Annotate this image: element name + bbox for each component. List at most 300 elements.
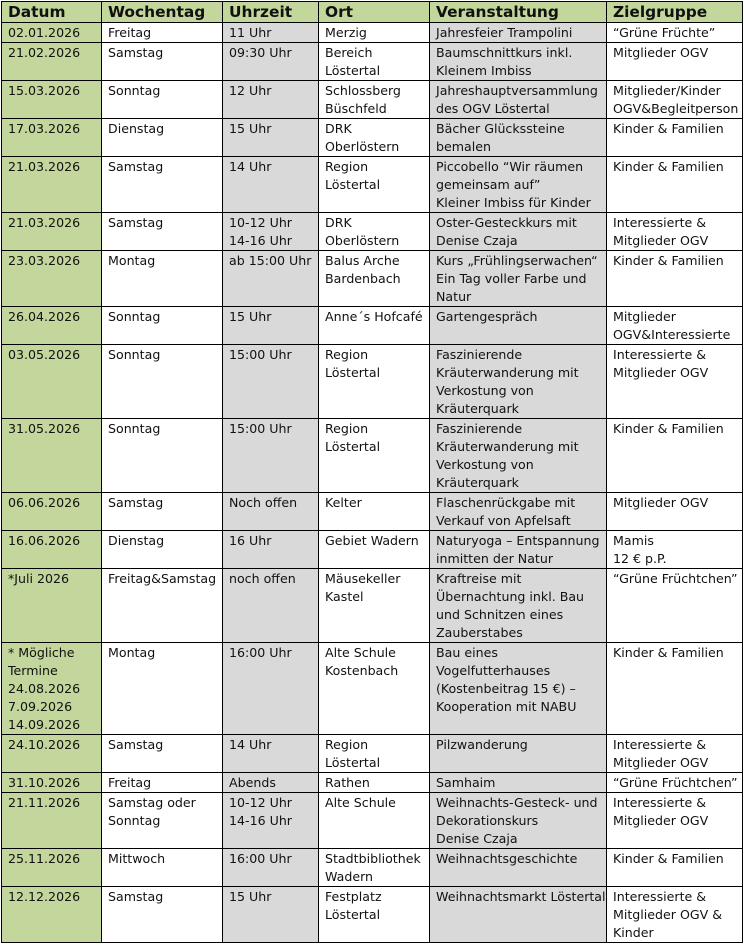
cell-line: Kinder & Familien [613,253,724,268]
table-row [2,793,743,849]
cell-line: Naturyoga – Entspannung [436,533,600,548]
zielgruppe-cell [607,569,743,643]
cell-line: Verkauf von Apfelsaft [436,513,571,528]
cell-line: Abends [229,775,276,790]
cell-line: 26.04.2026 [8,309,81,324]
cell-line: Kooperation mit NABU [436,699,577,714]
cell-line: Büschfeld [325,101,387,116]
cell-line: Kastel [325,589,364,604]
cell-line: Kinder & Familien [613,851,724,866]
zielgruppe-cell [607,251,743,307]
uhrzeit-cell [223,643,319,735]
wochentag-cell [102,419,223,493]
uhrzeit-cell [223,43,319,81]
table-row [2,493,743,531]
veranstaltung-cell [430,251,607,307]
uhrzeit-cell [223,213,319,251]
cell-line: 10-12 Uhr [229,215,292,230]
cell-line: Alte Schule [325,795,396,810]
cell-line: Region [325,159,369,174]
cell-line: Rathen [325,775,370,790]
datum-cell [2,251,102,307]
cell-line: Mitglieder OGV & [613,907,723,922]
cell-line: Gebiet Wadern [325,533,419,548]
wochentag-cell [102,251,223,307]
cell-line: Freitag&Samstag [108,571,217,586]
datum-cell [2,157,102,213]
table-row [2,735,743,773]
cell-line: Faszinierende [436,347,523,362]
cell-line: Mitglieder OGV [613,233,709,248]
zielgruppe-cell [607,735,743,773]
table-row [2,307,743,345]
cell-line: Oster-Gesteckkurs mit [436,215,577,230]
wochentag-cell [102,643,223,735]
datum-cell [2,213,102,251]
uhrzeit-cell [223,419,319,493]
cell-line: Kleiner Imbiss für Kinder [436,195,591,210]
wochentag-cell [102,119,223,157]
cell-line: Freitag [108,775,152,790]
ort-cell [319,493,430,531]
veranstaltung-cell [430,119,607,157]
datum-cell [2,773,102,793]
veranstaltung-cell [430,793,607,849]
cell-line: Dienstag [108,533,165,548]
cell-line: OGV&Interessierte [613,327,731,342]
cell-line: Mitglieder [613,309,676,324]
cell-line: 17.03.2026 [8,121,81,136]
datum-cell [2,23,102,43]
cell-line: 15:00 Uhr [229,421,292,436]
table-body [2,23,743,943]
datum-cell [2,531,102,569]
cell-line: Löstertal [325,365,381,380]
cell-line: Denise Czaja [436,233,518,248]
veranstaltung-cell [430,213,607,251]
cell-line: Zauberstabes [436,625,523,640]
table-row [2,119,743,157]
uhrzeit-cell [223,23,319,43]
cell-line: 06.06.2026 [8,495,81,510]
cell-line: Samstag [108,495,164,510]
cell-line: Schlossberg [325,83,401,98]
cell-line: Jahreshauptversammlung [436,83,598,98]
wochentag-cell [102,345,223,419]
ort-cell [319,213,430,251]
veranstaltung-cell [430,643,607,735]
cell-line: bemalen [436,139,491,154]
cell-line: Piccobello “Wir räumen [436,159,584,174]
cell-line: Kraftreise mit [436,571,522,586]
cell-line: Mitglieder/Kinder [613,83,721,98]
cell-line: 15.03.2026 [8,83,81,98]
cell-line: Interessierte & [613,795,707,810]
veranstaltung-cell [430,531,607,569]
header-datum: Datum [2,2,102,23]
datum-cell [2,119,102,157]
cell-line: 14 Uhr [229,737,272,752]
datum-cell [2,345,102,419]
cell-line: Interessierte & [613,889,707,904]
veranstaltung-cell [430,735,607,773]
zielgruppe-cell [607,345,743,419]
cell-line: 24.08.2026 [8,681,81,696]
table-row [2,887,743,943]
ort-cell [319,157,430,213]
wochentag-cell [102,531,223,569]
table-header [2,2,743,23]
ort-cell [319,569,430,643]
cell-line: Region [325,421,369,436]
table-row [2,643,743,735]
cell-line: Alte Schule [325,645,396,660]
cell-line: Kinder & Familien [613,421,724,436]
table-row [2,569,743,643]
cell-line: “Grüne Früchtchen” [613,775,738,790]
wochentag-cell [102,307,223,345]
cell-line: Kräuterquark [436,475,519,490]
uhrzeit-cell [223,157,319,213]
uhrzeit-cell [223,493,319,531]
wochentag-cell [102,43,223,81]
cell-line: 16:00 Uhr [229,645,292,660]
cell-line: Mamis [613,533,654,548]
cell-line: Löstertal [325,755,381,770]
cell-line: Oberlöstern [325,233,400,248]
uhrzeit-cell [223,251,319,307]
cell-line: Festplatz [325,889,382,904]
uhrzeit-cell [223,119,319,157]
cell-line: Mitglieder OGV [613,813,709,828]
cell-line: Sonntag [108,421,161,436]
cell-line: Löstertal [325,63,381,78]
cell-line: Mäusekeller [325,571,401,586]
cell-line: DRK [325,215,352,230]
cell-line: 02.01.2026 [8,25,81,40]
datum-cell [2,419,102,493]
cell-line: Mitglieder OGV [613,365,709,380]
cell-line: Samhaim [436,775,496,790]
cell-line: Region [325,737,369,752]
cell-line: Bardenbach [325,271,401,286]
cell-line: 10-12 Uhr [229,795,292,810]
zielgruppe-cell [607,887,743,943]
cell-line: 11 Uhr [229,25,272,40]
cell-line: 7.09.2026 [8,699,73,714]
table-row [2,157,743,213]
zielgruppe-cell [607,419,743,493]
cell-line: Pilzwanderung [436,737,528,752]
zielgruppe-cell [607,493,743,531]
table-row [2,531,743,569]
wochentag-cell [102,23,223,43]
cell-line: des OGV Löstertal [436,101,550,116]
cell-line: Löstertal [325,439,381,454]
cell-line: DRK [325,121,352,136]
cell-line: Oberlöstern [325,139,400,154]
cell-line: Mitglieder OGV [613,45,709,60]
cell-line: 24.10.2026 [8,737,81,752]
datum-cell [2,887,102,943]
ort-cell [319,81,430,119]
zielgruppe-cell [607,773,743,793]
cell-line: 16.06.2026 [8,533,81,548]
cell-line: Wadern [325,869,374,884]
datum-cell [2,793,102,849]
cell-line: Samstag oder [108,795,196,810]
wochentag-cell [102,887,223,943]
cell-line: 12 Uhr [229,83,272,98]
uhrzeit-cell [223,849,319,887]
cell-line: “Grüne Früchtchen” [613,571,738,586]
cell-line: 12 € p.P. [613,551,667,566]
cell-line: Termine [8,663,58,678]
cell-line: Interessierte & [613,737,707,752]
cell-line: Verkostung von [436,457,534,472]
zielgruppe-cell [607,23,743,43]
veranstaltung-cell [430,157,607,213]
ort-cell [319,119,430,157]
wochentag-cell [102,735,223,773]
cell-line: Bereich [325,45,373,60]
datum-cell [2,307,102,345]
cell-line: Kräuterwanderung mit [436,365,579,380]
datum-cell [2,569,102,643]
cell-line: Montag [108,645,156,660]
veranstaltung-cell [430,493,607,531]
ort-cell [319,773,430,793]
cell-line: Verkostung von [436,383,534,398]
ort-cell [319,793,430,849]
cell-line: Region [325,347,369,362]
cell-line: Kostenbach [325,663,399,678]
uhrzeit-cell [223,81,319,119]
ort-cell [319,887,430,943]
veranstaltung-cell [430,569,607,643]
zielgruppe-cell [607,119,743,157]
zielgruppe-cell [607,307,743,345]
cell-line: noch offen [229,571,296,586]
wochentag-cell [102,773,223,793]
cell-line: Sonntag [108,309,161,324]
veranstaltung-cell [430,419,607,493]
cell-line: Stadtbibliothek [325,851,421,866]
cell-line: Dienstag [108,121,165,136]
cell-line: Noch offen [229,495,298,510]
uhrzeit-cell [223,345,319,419]
cell-line: Sonntag [108,813,161,828]
cell-line: Anne´s Hofcafé [325,309,423,324]
cell-line: Löstertal [325,907,381,922]
datum-cell [2,493,102,531]
cell-line: 31.10.2026 [8,775,81,790]
cell-line: 14-16 Uhr [229,813,292,828]
cell-line: Kinder [613,925,654,940]
cell-line: 03.05.2026 [8,347,81,362]
cell-line: Kurs „Frühlingserwachen“ [436,253,598,268]
cell-line: 21.02.2026 [8,45,81,60]
cell-line: 16 Uhr [229,533,272,548]
cell-line: 15 Uhr [229,121,272,136]
wochentag-cell [102,157,223,213]
header-zielgruppe: Zielgruppe [607,2,743,23]
cell-line: Dekorationskurs [436,813,539,828]
cell-line: Faszinierende [436,421,523,436]
cell-line: “Grüne Früchte” [613,25,716,40]
wochentag-cell [102,793,223,849]
zielgruppe-cell [607,531,743,569]
ort-cell [319,307,430,345]
datum-cell [2,849,102,887]
cell-line: Sonntag [108,347,161,362]
cell-line: 14 Uhr [229,159,272,174]
cell-line: 21.03.2026 [8,159,81,174]
veranstaltung-cell [430,23,607,43]
cell-line: und Schnitzen eines [436,607,564,622]
uhrzeit-cell [223,887,319,943]
ort-cell [319,345,430,419]
cell-line: Vogelfutterhauses [436,663,551,678]
table-row [2,81,743,119]
ort-cell [319,643,430,735]
datum-cell [2,735,102,773]
uhrzeit-cell [223,307,319,345]
ort-cell [319,43,430,81]
cell-line: Kelter [325,495,362,510]
zielgruppe-cell [607,157,743,213]
cell-line: Gartengespräch [436,309,538,324]
zielgruppe-cell [607,213,743,251]
uhrzeit-cell [223,735,319,773]
datum-cell [2,81,102,119]
cell-line: inmitten der Natur [436,551,554,566]
cell-line: Bau eines [436,645,498,660]
veranstaltung-cell [430,307,607,345]
cell-line: OGV&Begleitperson [613,101,739,116]
cell-line: Natur [436,289,472,304]
cell-line: Mitglieder OGV [613,755,709,770]
cell-line: Kleinem Imbiss [436,63,532,78]
cell-line: Samstag [108,45,164,60]
datum-cell [2,43,102,81]
veranstaltung-cell [430,773,607,793]
cell-line: Flaschenrückgabe mit [436,495,576,510]
veranstaltung-cell [430,345,607,419]
cell-line: 25.11.2026 [8,851,81,866]
cell-line: Bächer Glückssteine [436,121,565,136]
cell-line: *Juli 2026 [8,571,70,586]
cell-line: * Mögliche [8,645,75,660]
cell-line: Übernachtung inkl. Bau [436,589,585,604]
wochentag-cell [102,213,223,251]
ort-cell [319,23,430,43]
wochentag-cell [102,569,223,643]
header-uhrzeit: Uhrzeit [223,2,319,23]
cell-line: Kräuterwanderung mit [436,439,579,454]
cell-line: 16:00 Uhr [229,851,292,866]
uhrzeit-cell [223,773,319,793]
cell-line: 12.12.2026 [8,889,81,904]
ort-cell [319,251,430,307]
cell-line: 21.11.2026 [8,795,81,810]
cell-line: Interessierte & [613,215,707,230]
wochentag-cell [102,81,223,119]
cell-line: 15 Uhr [229,889,272,904]
table-row [2,773,743,793]
header-veranstaltung: Veranstaltung [430,2,607,23]
ort-cell [319,531,430,569]
zielgruppe-cell [607,849,743,887]
table-row [2,23,743,43]
cell-line: Kinder & Familien [613,121,724,136]
zielgruppe-cell [607,793,743,849]
cell-line: Löstertal [325,177,381,192]
cell-line: Interessierte & [613,347,707,362]
cell-line: Weihnachtsgeschichte [436,851,578,866]
ort-cell [319,849,430,887]
cell-line: Baumschnittkurs inkl. [436,45,573,60]
cell-line: Balus Arche [325,253,400,268]
cell-line: 23.03.2026 [8,253,81,268]
cell-line: Kräuterquark [436,401,519,416]
veranstaltung-cell [430,887,607,943]
table-row [2,43,743,81]
cell-line: Kinder & Familien [613,645,724,660]
cell-line: 14-16 Uhr [229,233,292,248]
zielgruppe-cell [607,81,743,119]
wochentag-cell [102,849,223,887]
cell-line: 21.03.2026 [8,215,81,230]
cell-line: 31.05.2026 [8,421,81,436]
header-row [2,2,743,23]
cell-line: Ein Tag voller Farbe und [436,271,587,286]
table-row [2,849,743,887]
events-table [1,1,743,943]
cell-line: gemeinsam auf” [436,177,541,192]
table-row [2,419,743,493]
veranstaltung-cell [430,81,607,119]
table-row [2,251,743,307]
header-ort: Ort [319,2,430,23]
cell-line: Samstag [108,889,164,904]
veranstaltung-cell [430,43,607,81]
cell-line: Kinder & Familien [613,159,724,174]
cell-line: Samstag [108,159,164,174]
uhrzeit-cell [223,531,319,569]
cell-line: Sonntag [108,83,161,98]
cell-line: 15 Uhr [229,309,272,324]
uhrzeit-cell [223,793,319,849]
datum-cell [2,643,102,735]
cell-line: Jahresfeier Trampolini [436,25,573,40]
cell-line: Mitglieder OGV [613,495,709,510]
veranstaltung-cell [430,849,607,887]
cell-line: 09:30 Uhr [229,45,292,60]
cell-line: Samstag [108,215,164,230]
cell-line: Weihnachts-Gesteck- und [436,795,598,810]
cell-line: Samstag [108,737,164,752]
table-row [2,345,743,419]
cell-line: ab 15:00 Uhr [229,253,312,268]
cell-line: 15:00 Uhr [229,347,292,362]
cell-line: Mittwoch [108,851,166,866]
cell-line: 14.09.2026 [8,717,81,732]
cell-line: Montag [108,253,156,268]
cell-line: Denise Czaja [436,831,518,846]
header-wochentag: Wochentag [102,2,223,23]
table-row [2,213,743,251]
